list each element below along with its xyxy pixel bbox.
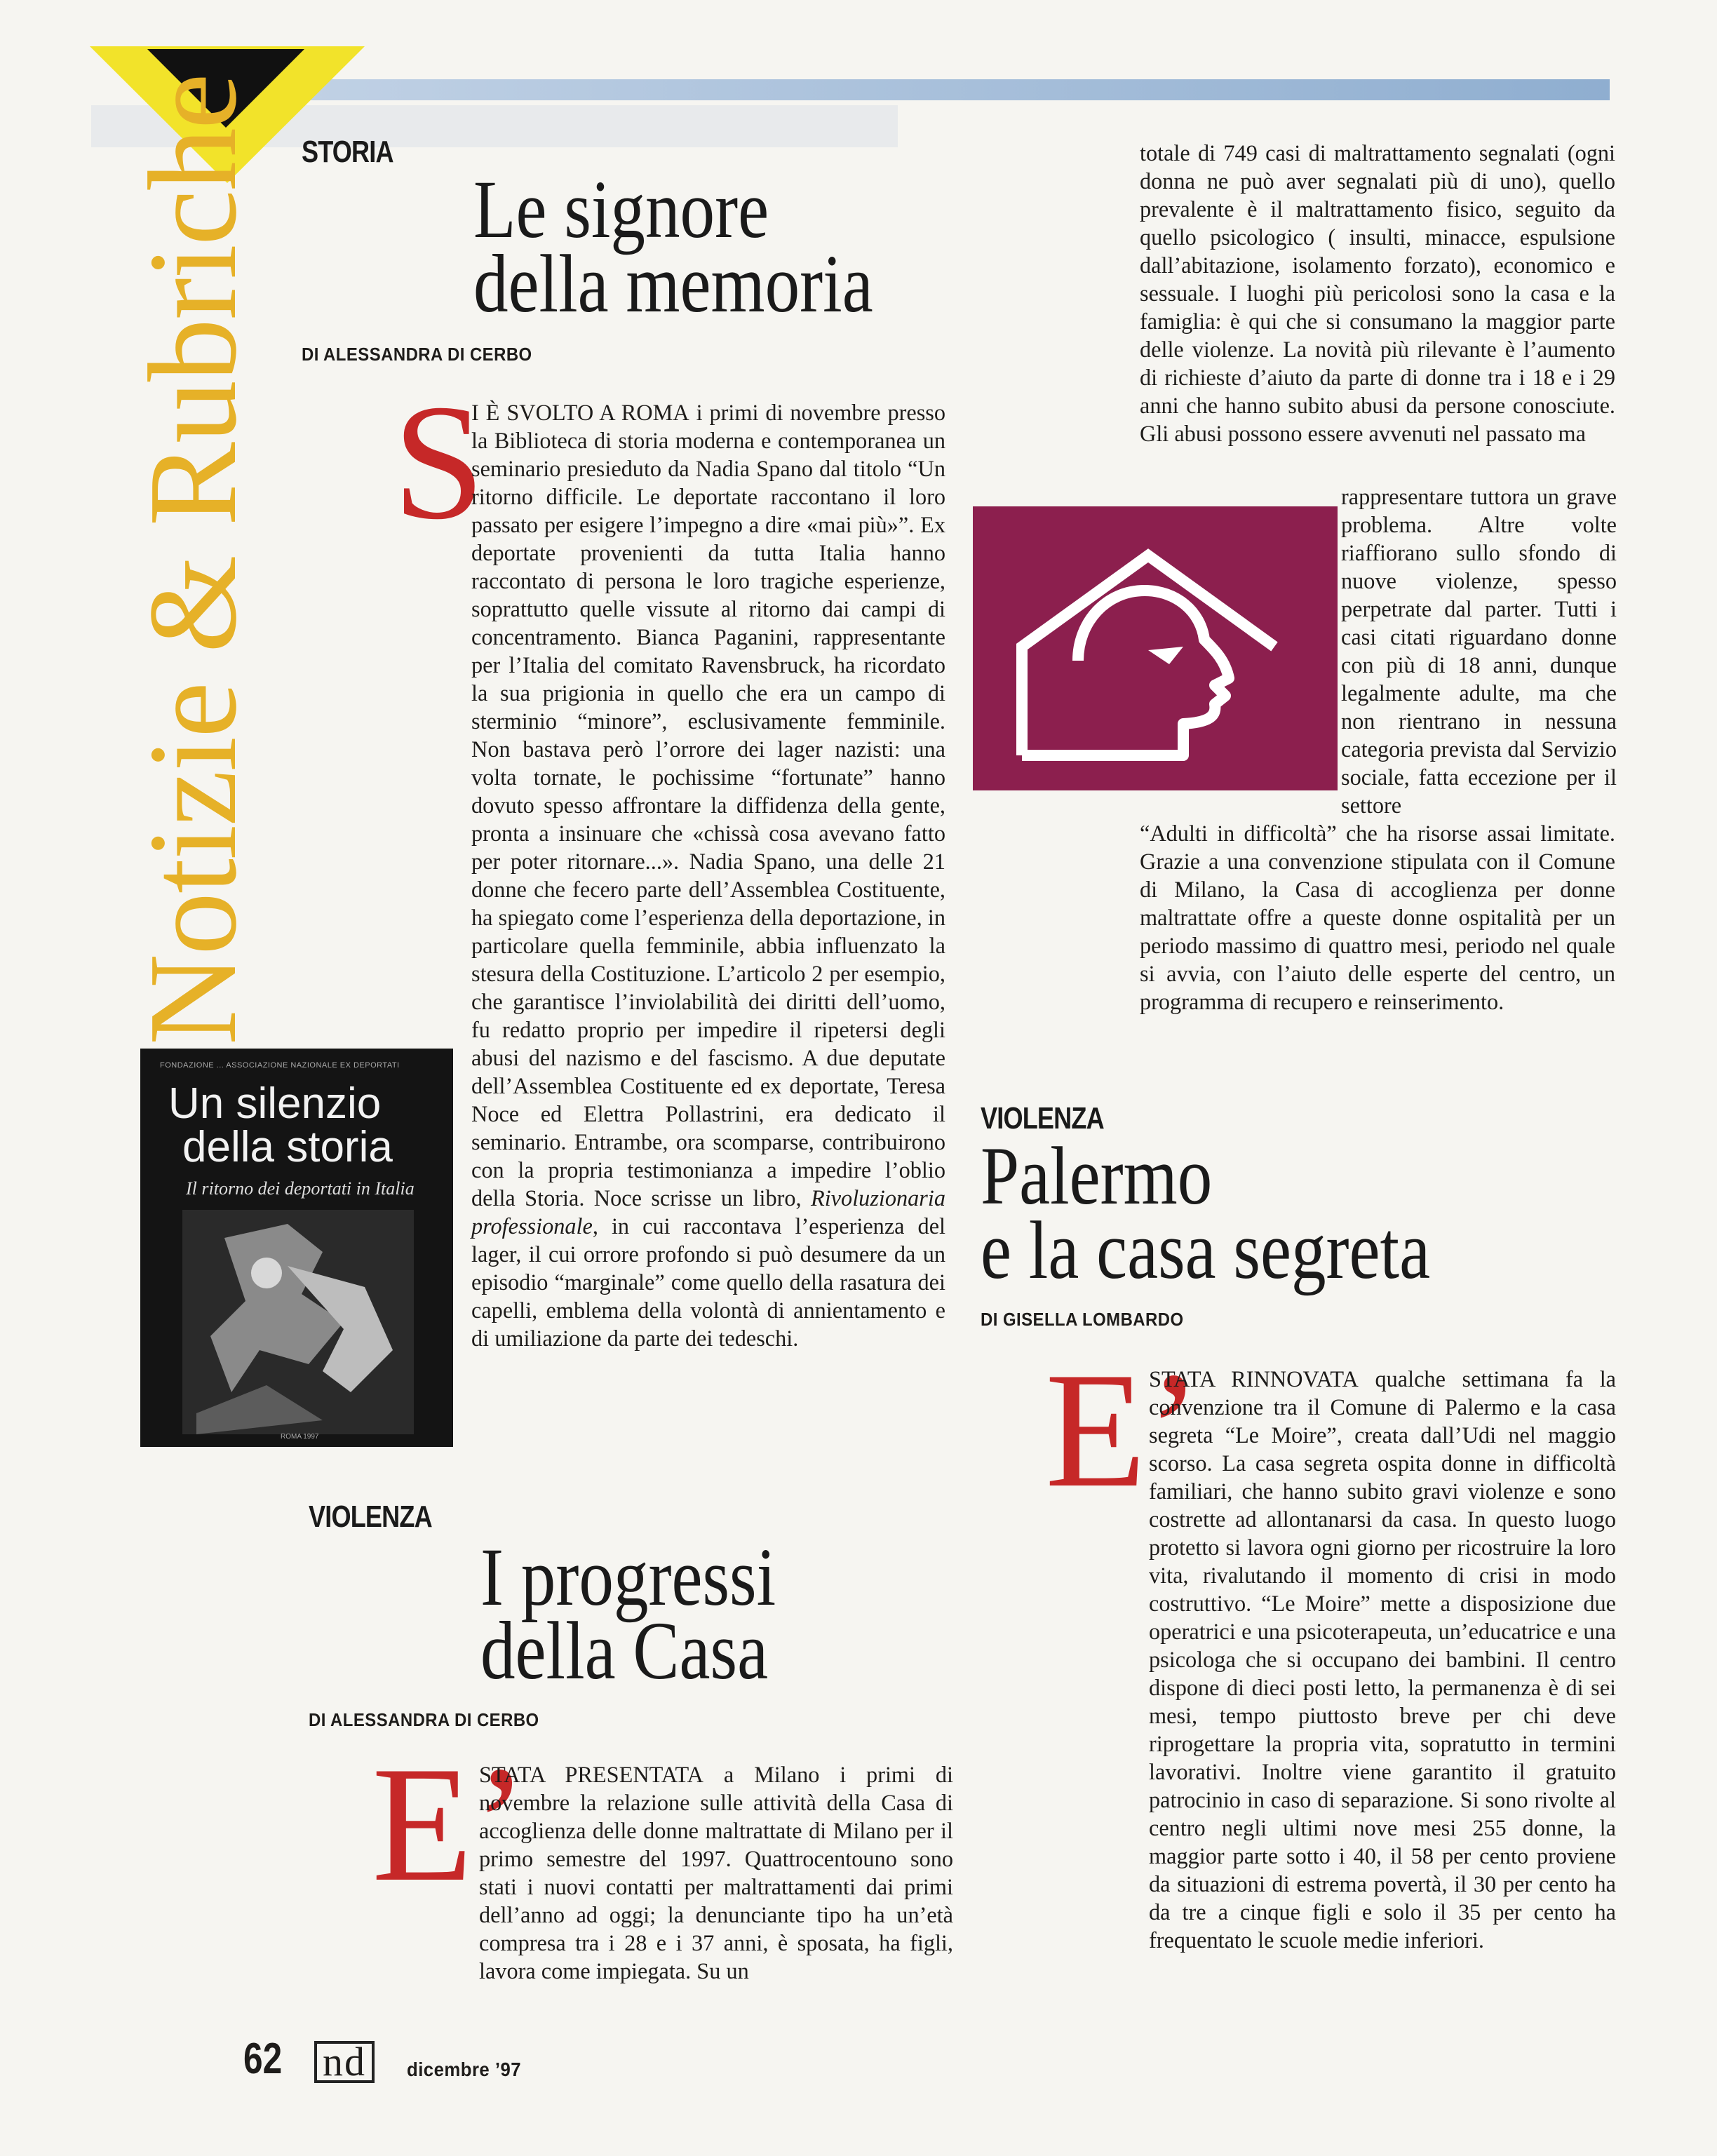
- article2-kicker: VIOLENZA: [309, 1500, 432, 1534]
- house-face-icon: [973, 506, 1338, 790]
- header-bar: [231, 79, 1610, 100]
- article2-body-col2a: totale di 749 casi di maltrattamento segnalati (ogni donna ne può aver segnalati più di uno), quello prevalente è il maltrattamento fisico, seguito da quello psicologico ( insulti, minacce, espulsione dall’abitazione, isolamento forzato), economico e sessuale. I luoghi più pericolosi sono la casa e la famiglia: è qui che si consumano la maggior parte delle violenze. La novità più rilevante è l’aumento di richieste d’aiuto da parte di donne tra i 18 e i 29 anni che hanno subito abusi da persone conosciute. Gli abusi possono essere avvenuti nel passato ma: [1140, 140, 1615, 446]
- book-cover-image: [140, 1049, 453, 1447]
- magazine-logo: nd: [314, 2041, 375, 2083]
- article1-kicker: STORIA: [302, 135, 393, 169]
- article2-title-line2: della Casa: [480, 1605, 769, 1697]
- book-title-line1: Un silenzio: [168, 1079, 382, 1128]
- article1-paragraph-end: , in cui raccontava l’esperienza del lager, il cui orrore profondo si può desumere da un episodio “marginale” come quello della rasatura dei capelli, emblema della volontà di annientamento e di umiliazione da parte dei tedeschi.: [471, 1213, 945, 1351]
- article1-paragraph: i primi di novembre presso la Biblioteca di storia moderna e contemporanea un seminario presieduto da Nadia Spano dal titolo “Un ritorno difficile. Le deportate raccontano il loro passato per esigere l’impegno a dire «mai più»”. Ex deportate provenienti da tutta Italia hanno raccontato di persona le loro tragiche esperienze, soprattutto quelle vissute al ritorno dai campi di concentramento. Bianca Paganini, rappresentante per l’Italia del comitato Ravensbruck, ha ricordato la sua prigionia in quello che era un campo di sterminio “minore”, esclusivamente femminile. Non bastava però l’orrore dei lager nazisti: una volta tornate, le pochissime “fortunate” hanno dovuto spesso affrontare la diffidenza della gente, pronta a insinuare che «chissà cosa avevano fatto per poter ritornare...». Nadia Spano, una delle 21 donne che fecero parte dell’Assemblea Costituente, ha spiegato come l’esperienza della deportazione, in particolare quella femminile, abbia influenzato la stesura della Costituzione. L’articolo 2 per esempio, che garantisce l’inviolabilità dei diritti dell’uomo, fu redatto proprio per impedire il ripetersi degli abusi del nazismo e del fascismo. A due deputate dell’Assemblea Costituente ed ex deportate, Teresa Noce ed Elettra Pollastrini, era dedicato il seminario. Entrambe, ora scomparse, contribuirono con la propria testimonianza a impedire l’oblio della Storia. Noce scrisse un libro,: [471, 400, 945, 1211]
- article2-body-col2c: “Adulti in difficoltà” che ha risorse assai limitate. Grazie a una convenzione stipulata con il Comune di Milano, la Casa di accoglienza per donne maltrattate offre a queste donne ospitalità per un periodo massimo di quattro mesi, periodo nel quale si avvia, con l’aiuto delle esperte del centro, un programma di recupero e reinserimento.: [1140, 821, 1615, 1014]
- book-title-line2: della storia: [182, 1123, 393, 1171]
- article2-paragraph-col1: a Milano i primi di novembre la relazione sulle attività della Casa di accoglienza delle donne maltrattate di Milano per il primo semestre del 1997. Quattrocentouno sono stati i nuovi contatti per maltrattamenti dai primi dell’anno ad oggi; la denunciante tipo ha un’età compresa tra i 28 e i 37 anni, è sposata, ha figli, lavora come impiegata. Su un: [479, 1762, 954, 1983]
- book-photo: [182, 1210, 414, 1434]
- article1-dropcap: S: [393, 371, 485, 554]
- womens-house-logo: [973, 506, 1338, 790]
- article3-paragraph: qualche settimana fa la convenzione tra il Comune di Palermo e la casa segreta “Le Moire”, creata dall’Udi nel maggio scorso. La casa segreta ospita donne in difficoltà familiari, che hanno subito gravi violenze e sono costrette ad allontanarsi da casa. In questo luogo protetto si lavora ogni giorno per ricostruire la loro vita, rivalutando il momento di crisi in modo costruttivo. “Le Moire” mette a disposizione due operatrici e una psicoterapeuta, un’educatrice e una psicologa che si occupano dei bambini. Il centro dispone di dieci posti letto, la permanenza è di sei mesi, tempo piuttosto breve per chi deve riprogettare la propria vita, sopratutto in termini lavorativi. Inoltre viene garantito il gratuito patrocinio in caso di separazione. Si sono rivolte al centro negli ultimi nove mesi 255 donne, la maggior parte sotto i 40, il 58 per cento proviene da situazioni di estrema povertà, il 30 per cento ha da tre a cinque figli e solo il 35 per cento ha frequentato le scuole medie inferiori.: [1149, 1366, 1617, 1953]
- article1-body: [471, 398, 945, 1352]
- article1-lead: I È SVOLTO A ROMA: [471, 400, 689, 425]
- article1-title-line2: della memoria: [473, 238, 873, 330]
- article1-title-line1: Le signore: [473, 163, 769, 255]
- article3-dropcap: E’: [1045, 1339, 1201, 1522]
- article2-body-col2b: rappresentare tuttora un grave problema. Altre volte riaffiorano sullo sfondo di nuove violenze, spesso perpetrate dal parter. Tutti i casi citati riguardano donne con più di 18 anni, dunque legalmente adulte, ma che non rientrano in nessuna categoria prevista dal Servizio sociale, fatta eccezione per il settore: [1341, 484, 1617, 818]
- book-publisher: FONDAZIONE ... ASSOCIAZIONE NAZIONALE EX DEPORTATI: [160, 1061, 400, 1070]
- article2-byline: DI ALESSANDRA DI CERBO: [309, 1709, 539, 1730]
- page-number: 62: [243, 2035, 283, 2083]
- article3-title-line1: Palermo: [981, 1130, 1213, 1222]
- article2-body-col1: [479, 1760, 953, 1985]
- section-label: Notizie & Rubriche: [123, 74, 262, 1045]
- article2-dropcap: E’: [372, 1733, 528, 1916]
- article3-body: [1149, 1365, 1616, 1954]
- book-subtitle: Il ritorno dei deportati in Italia: [186, 1178, 415, 1199]
- article2-title-line1: I progressi: [480, 1531, 776, 1623]
- article3-lead: STATA RINNOVATA: [1149, 1366, 1359, 1392]
- book-footer: ROMA 1997: [281, 1433, 319, 1441]
- article3-byline: DI GISELLA LOMBARDO: [981, 1309, 1184, 1330]
- issue-date: dicembre ’97: [407, 2059, 522, 2080]
- article1-book-title: Rivoluzionaria professionale: [471, 1185, 945, 1239]
- article2-lead: STATA PRESENTATA: [479, 1762, 703, 1787]
- article3-kicker: VIOLENZA: [981, 1101, 1104, 1136]
- article1-byline: DI ALESSANDRA DI CERBO: [302, 344, 532, 365]
- article3-title-line2: e la casa segreta: [981, 1204, 1431, 1296]
